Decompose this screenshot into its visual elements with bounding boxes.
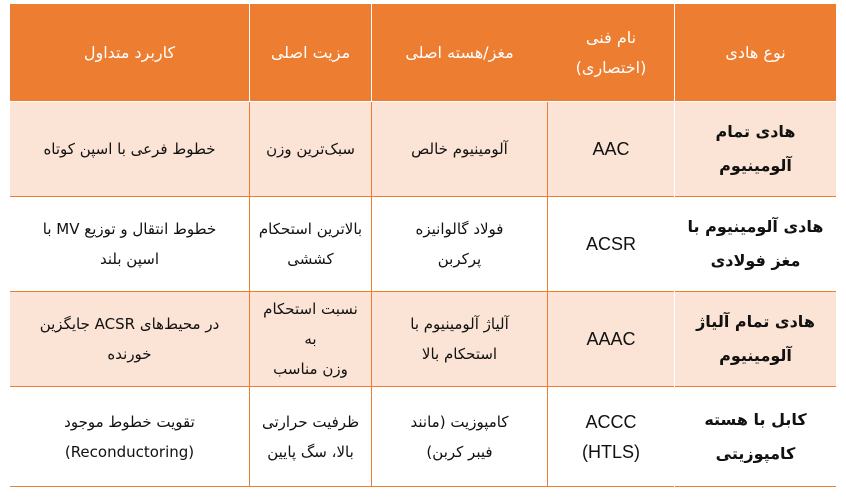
cell-usage: تقویت خطوط موجود (Reconductoring) [10,387,250,487]
table-row [10,387,837,487]
table-row [10,292,837,387]
table-row [10,102,837,197]
header-advantage: مزیت اصلی [250,4,372,102]
cell-core: آلومینیوم خالص [372,102,548,197]
cell-type: هادی تمام آلیاژ آلومینیوم [675,292,837,387]
cell-tech-name: AAC [548,102,675,197]
cell-tech-name: ACCC (HTLS) [548,387,675,487]
cell-advantage: نسبت استحکام به وزن مناسب [250,292,372,387]
header-tech-name: نام فنی (اختصاری) [548,4,675,102]
header-usage: کاربرد متداول [10,4,250,102]
header-core: مغز/هسته اصلی [372,4,548,102]
cell-usage: خطوط انتقال و توزیع MV با اسپن بلند [10,197,250,292]
cell-type: هادی تمام آلومینیوم [675,102,837,197]
cell-core: آلیاژ آلومینیوم با استحکام بالا [372,292,548,387]
conductor-comparison-table-wrapper [9,4,836,487]
cell-core: کامپوزیت (مانند فیبر کربن) [372,387,548,487]
cell-advantage: بالاترین استحکام کششی [250,197,372,292]
cell-type: کابل با هسته کامپوزیتی [675,387,837,487]
conductor-comparison-table [9,4,837,487]
cell-usage: خطوط فرعی با اسپن کوتاه [10,102,250,197]
cell-tech-name: ACSR [548,197,675,292]
cell-tech-name: AAAC [548,292,675,387]
cell-core: فولاد گالوانیزه پرکربن [372,197,548,292]
cell-type: هادی آلومینیوم با مغز فولادی [675,197,837,292]
cell-advantage: ظرفیت حرارتی بالا، سگ پایین [250,387,372,487]
header-row [10,4,837,102]
cell-usage: در محیط‌های ACSR جایگزین خورنده [10,292,250,387]
cell-advantage: سبک‌ترین وزن [250,102,372,197]
header-type: نوع هادی [675,4,837,102]
table-row [10,197,837,292]
